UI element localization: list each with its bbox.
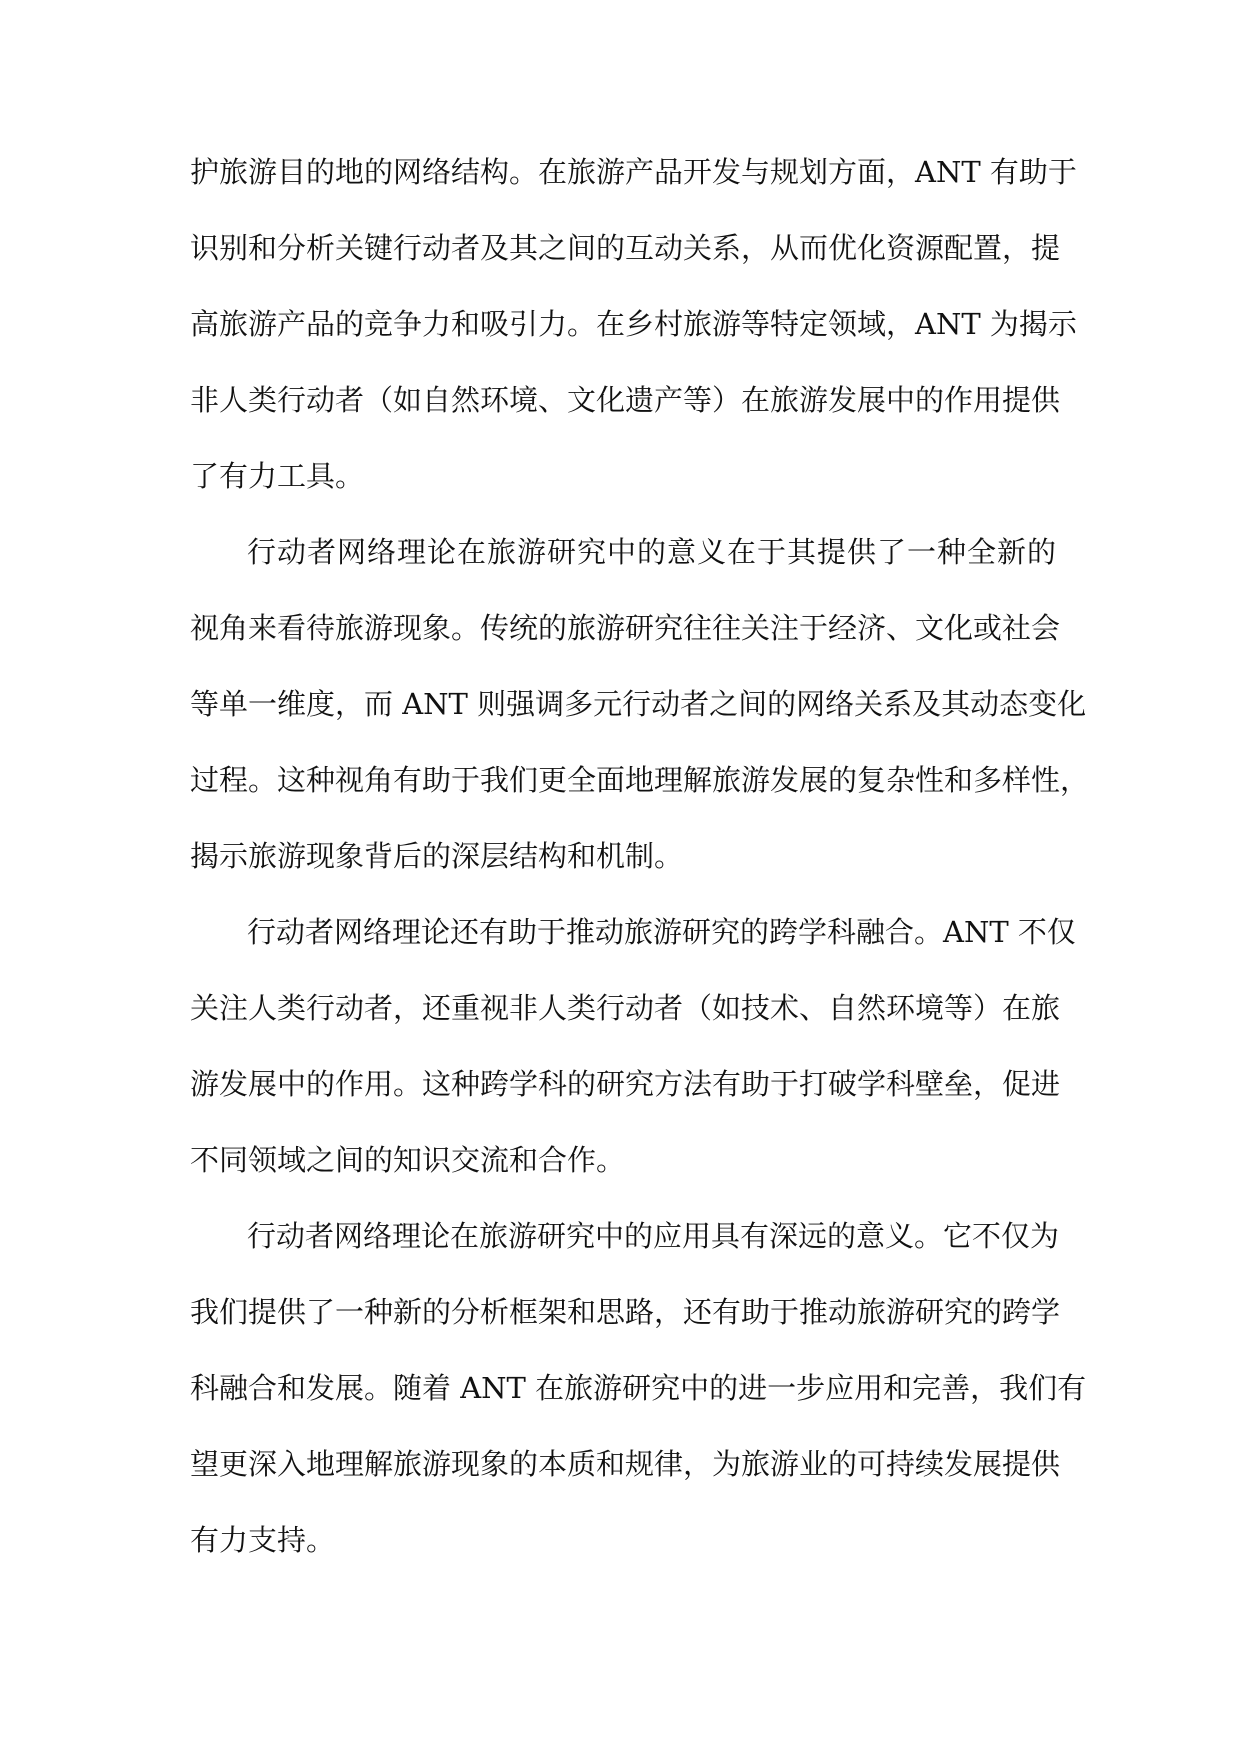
- text-line: 等单一维度，而 ANT 则强调多元行动者之间的网络关系及其动态变化: [190, 687, 1087, 721]
- text-line: 行动者网络理论在旅游研究中的应用具有深远的意义。它不仅为: [247, 1219, 1060, 1253]
- text-line: 望更深入地理解旅游现象的本质和规律，为旅游业的可持续发展提供: [190, 1447, 1061, 1481]
- text-line: 关注人类行动者，还重视非人类行动者（如技术、自然环境等）在旅: [190, 991, 1061, 1025]
- text-line: 揭示旅游现象背后的深层结构和机制。: [190, 839, 684, 873]
- text-line: 非人类行动者（如自然环境、文化遗产等）在旅游发展中的作用提供: [190, 383, 1061, 417]
- text-line: 游发展中的作用。这种跨学科的研究方法有助于打破学科壁垒，促进: [190, 1067, 1061, 1101]
- text-line: 护旅游目的地的网络结构。在旅游产品开发与规划方面，ANT 有助于: [190, 155, 1077, 189]
- text-line: 科融合和发展。随着 ANT 在旅游研究中的进一步应用和完善，我们有: [190, 1371, 1087, 1405]
- text-line: 识别和分析关键行动者及其之间的互动关系，从而优化资源配置，提: [190, 231, 1061, 265]
- text-line: 有力支持。: [190, 1523, 336, 1557]
- text-line: 高旅游产品的竞争力和吸引力。在乡村旅游等特定领域，ANT 为揭示: [190, 307, 1077, 341]
- text-line: 视角来看待旅游现象。传统的旅游研究往往关注于经济、文化或社会: [190, 611, 1061, 645]
- text-line: 了有力工具。: [190, 459, 365, 493]
- text-line: 不同领域之间的知识交流和合作。: [190, 1143, 626, 1177]
- text-line: 过程。这种视角有助于我们更全面地理解旅游发展的复杂性和多样性，: [190, 763, 1090, 797]
- text-line: 我们提供了一种新的分析框架和思路，还有助于推动旅游研究的跨学: [190, 1295, 1061, 1329]
- text-line: 行动者网络理论在旅游研究中的意义在于其提供了一种全新的: [247, 535, 1056, 569]
- text-line: 行动者网络理论还有助于推动旅游研究的跨学科融合。ANT 不仅: [247, 915, 1076, 949]
